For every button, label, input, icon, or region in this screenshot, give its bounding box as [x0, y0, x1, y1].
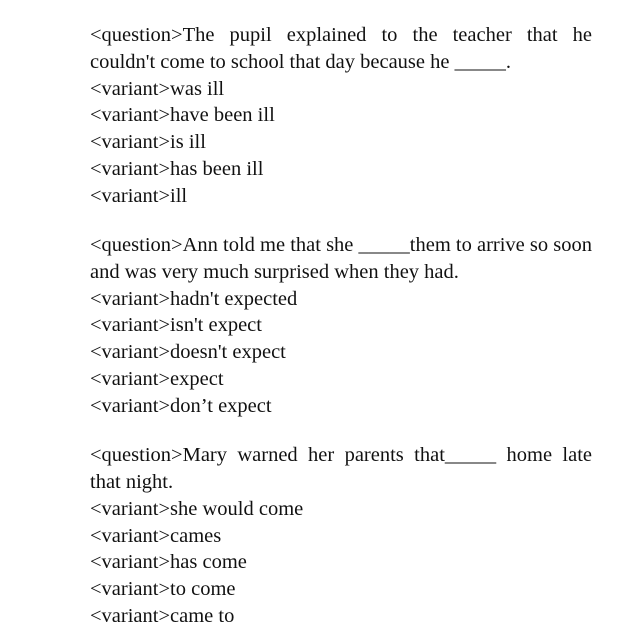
variant-option: <variant>to come [90, 578, 236, 601]
variant-option: <variant>cames [90, 524, 222, 547]
question-text: <question>Mary warned her parents that_____ home late that night. [90, 444, 592, 493]
question-block-1 [90, 22, 592, 210]
question-block-3 [90, 442, 592, 630]
variant-option: <variant>don’t expect [90, 394, 272, 417]
variant-option: <variant>has been ill [90, 157, 264, 180]
variant-option: <variant>she would come [90, 497, 304, 520]
question-text: <question>Ann told me that she _____them to arrive so soon and was very much surprised when they had. [90, 234, 592, 283]
question-text: <question>The pupil explained to the teacher that he couldn't come to school that day because he _____. [90, 24, 592, 73]
document-text [90, 22, 592, 630]
variant-option: <variant>have been ill [90, 104, 275, 127]
variant-option: <variant>expect [90, 368, 224, 391]
variant-option: <variant>hadn't expected [90, 287, 298, 310]
variant-option: <variant>was ill [90, 77, 225, 100]
question-block-2 [90, 232, 592, 420]
variant-option: <variant>came to [90, 604, 235, 627]
variant-option: <variant>has come [90, 551, 247, 574]
variant-option: <variant>isn't expect [90, 314, 262, 337]
variant-option: <variant>ill [90, 184, 188, 207]
variant-option: <variant>doesn't expect [90, 341, 286, 364]
variant-option: <variant>is ill [90, 131, 206, 154]
